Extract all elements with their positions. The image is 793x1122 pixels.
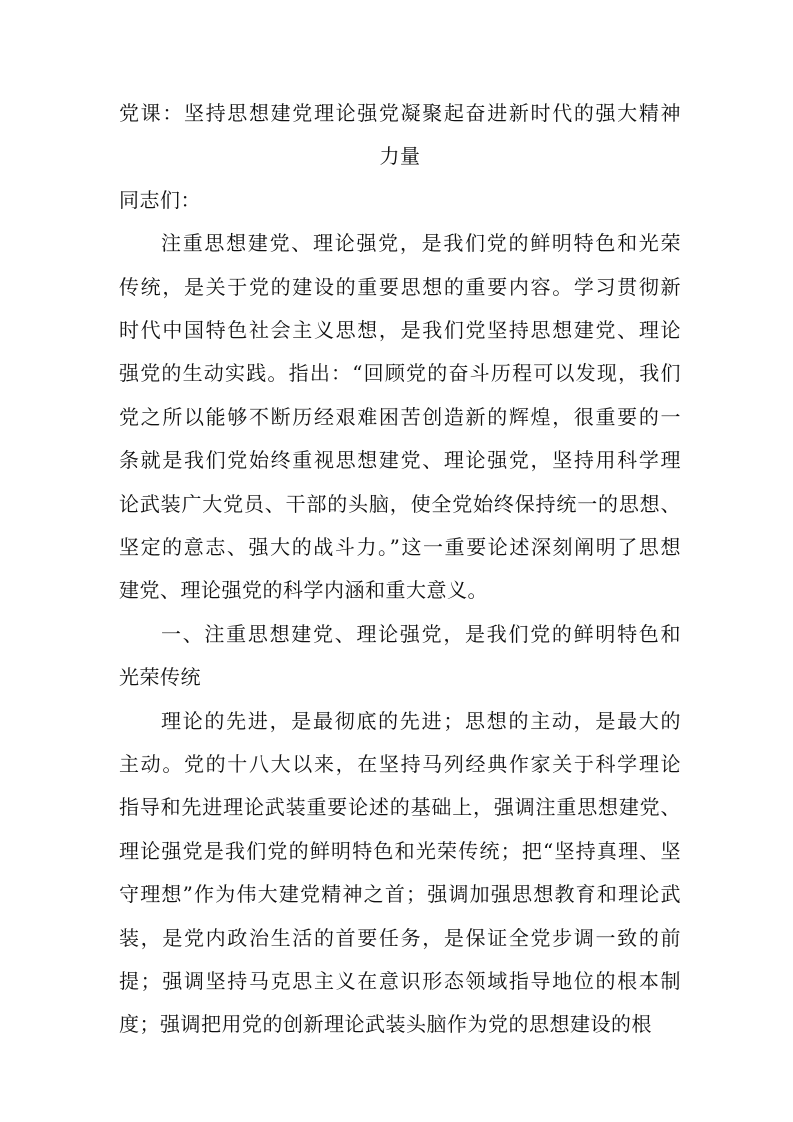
salutation: 同志们：: [119, 187, 201, 212]
paragraph-line: 装，是党内政治生活的首要任务，是保证全党步调一致的前: [119, 925, 681, 950]
paragraph-line: 守理想”作为伟大建党精神之首；强调加强思想教育和理论武: [119, 882, 681, 907]
title-line: 力量: [379, 144, 421, 169]
paragraph-line: 注重思想建党、理论强党，是我们党的鲜明特色和光荣: [161, 231, 681, 256]
paragraph-line: 理论的先进，是最彻底的先进；思想的主动，是最大的: [161, 708, 681, 733]
section-heading-line: 一、注重思想建党、理论强党，是我们党的鲜明特色和: [161, 621, 681, 646]
paragraph-line: 强党的生动实践。指出：“回顾党的奋斗历程可以发现，我们: [119, 361, 681, 386]
title-line: 党课：坚持思想建党理论强党凝聚起奋进新时代的强大精神: [119, 101, 681, 125]
paragraph-line: 理论强党是我们党的鲜明特色和光荣传统；把“坚持真理、坚: [119, 838, 681, 863]
paragraph-line: 提；强调坚持马克思主义在意识形态领域指导地位的根本制: [119, 969, 681, 993]
paragraph-line: 坚定的意志、强大的战斗力。”这一重要论述深刻阐明了思想: [119, 535, 681, 559]
paragraph-line: 指导和先进理论武装重要论述的基础上，强调注重思想建党、: [119, 795, 681, 820]
paragraph-line: 传统，是关于党的建设的重要思想的重要内容。学习贯彻新: [119, 274, 681, 299]
section-heading-line: 光荣传统: [119, 665, 201, 690]
paragraph-line: 度；强调把用党的创新理论武装头脑作为党的思想建设的根: [119, 1012, 652, 1037]
paragraph-line: 时代中国特色社会主义思想，是我们党坚持思想建党、理论: [119, 318, 681, 342]
paragraph-line: 党之所以能够不断历经艰难困苦创造新的辉煌，很重要的一: [119, 404, 681, 429]
paragraph-line: 论武装广大党员、干部的头脑，使全党始终保持统一的思想、: [119, 491, 681, 516]
paragraph-line: 主动。党的十八大以来，在坚持马列经典作家关于科学理论: [119, 752, 681, 776]
paragraph-line: 条就是我们党始终重视思想建党、理论强党，坚持用科学理: [119, 448, 681, 473]
paragraph-line: 建党、理论强党的科学内涵和重大意义。: [119, 578, 488, 603]
